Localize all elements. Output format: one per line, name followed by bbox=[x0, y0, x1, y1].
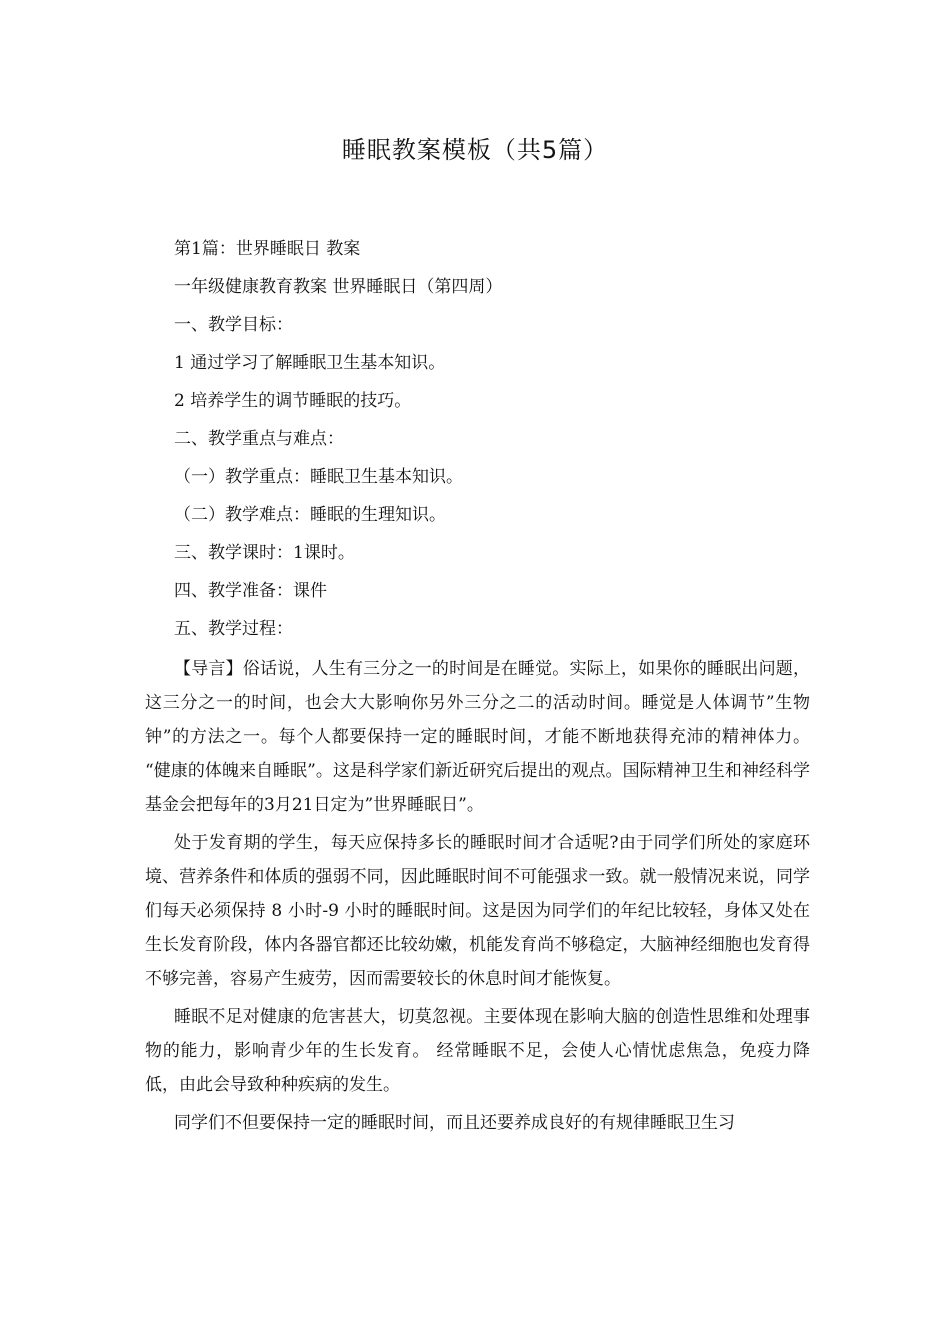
body-paragraph: 处于发育期的学生，每天应保持多长的睡眠时间才合适呢?由于同学们所处的家庭环境、营养条件和体质的强弱不同，因此睡眠时间不可能强求一致。就一般情况来说，同学们每天必须保持 8 小时-9 小时的睡眠时间。这是因为同学们的年纪比较轻，身体又处在生长发育阶段，体内各器官都还比较幼嫩，机能发育尚不够稳定，大脑神经细胞也发育得不够完善，容易产生疲劳，因而需要较长的休息时间才能恢复。 bbox=[145, 833, 810, 989]
body-paragraph: 同学们不但要保持一定的睡眠时间，而且还要养成良好的有规律睡眠卫生习 bbox=[174, 1113, 735, 1133]
key-point-item: （一）教学重点：睡眠卫生基本知识。 bbox=[174, 467, 463, 487]
body-paragraph: 睡眠不足对健康的危害甚大，切莫忽视。主要体现在影响大脑的创造性思维和处理事物的能力，影响青少年的生长发育。 经常睡眠不足，会使人心情忧虑焦急，免疫力降低，由此会导致种种疾病的发生。 bbox=[145, 1007, 810, 1095]
document-title: 睡眠教案模板（共5篇） bbox=[341, 136, 609, 164]
lesson-subtitle: 一年级健康教育教案 世界睡眠日（第四周） bbox=[174, 277, 503, 297]
preparation-line: 四、教学准备：课件 bbox=[174, 581, 327, 601]
class-hours-line: 三、教学课时：1课时。 bbox=[174, 543, 355, 563]
objective-item: 2 培养学生的调节睡眠的技巧。 bbox=[174, 391, 412, 411]
body-paragraph: 【导言】俗话说，人生有三分之一的时间是在睡觉。实际上，如果你的睡眠出问题，这三分之一的时间，也会大大影响你另外三分之二的活动时间。睡觉是人体调节”生物钟”的方法之一。每个人都要保持一定的睡眠时间，才能不断地获得充沛的精神体力。 “健康的体魄来自睡眠”。这是科学家们新近研究后提出的观点。国际精神卫生和神经科学基金会把每年的3月21日定为”世界睡眠日”。 bbox=[145, 659, 810, 815]
difficulty-item: （二）教学难点：睡眠的生理知识。 bbox=[174, 505, 446, 525]
process-heading: 五、教学过程： bbox=[174, 619, 293, 639]
document-body bbox=[145, 230, 810, 1144]
objectives-heading: 一、教学目标： bbox=[174, 315, 293, 335]
section-heading: 第1篇：世界睡眠日 教案 bbox=[174, 239, 361, 259]
key-points-heading: 二、教学重点与难点： bbox=[174, 429, 344, 449]
objective-item: 1 通过学习了解睡眠卫生基本知识。 bbox=[174, 353, 446, 373]
